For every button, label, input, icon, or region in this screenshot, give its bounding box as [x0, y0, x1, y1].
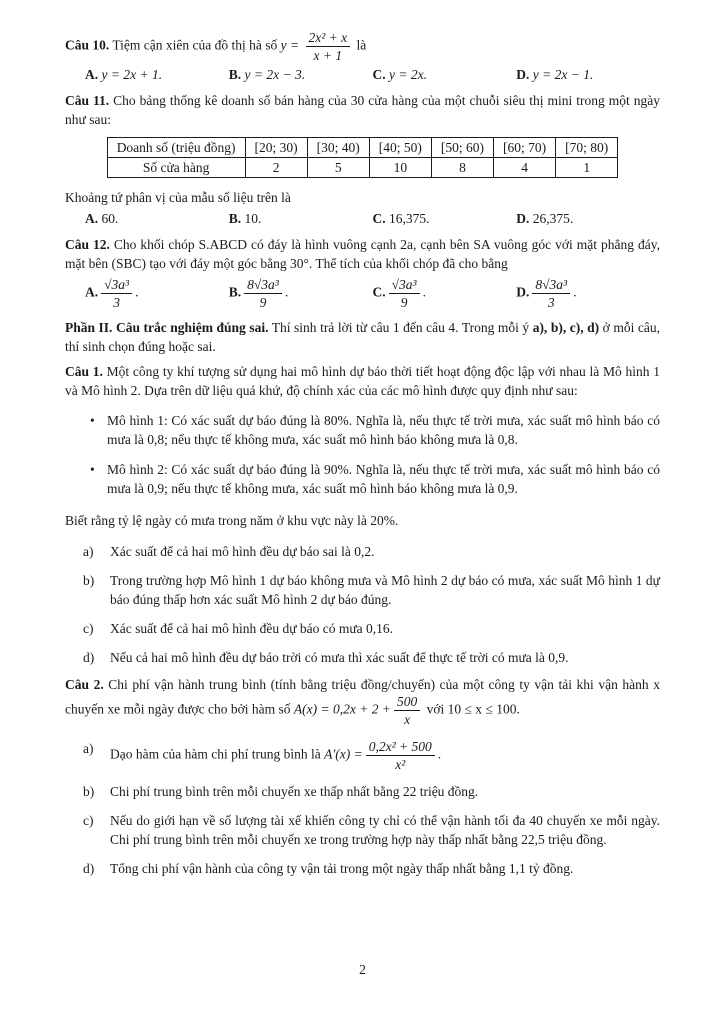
tf-question-1-items: [65, 542, 660, 667]
tf-question-2-intro: Chi phí vận hành trung bình (tính bằng triệu đồng/chuyến) của một công ty vận tải khi vận hành x chuyến xe mỗi ngày được cho bởi hàm số: [65, 677, 660, 717]
cost-formula-fraction: $\frac{500}{x}$: [394, 694, 420, 727]
part-2-intro: Phần II. Câu trắc nghiệm đúng sai. Thí sinh trả lời từ câu 1 đến câu 4. Trong mỗi ý a), b), c), d) ở mỗi câu, thí sinh chọn đúng hoặc sai.: [65, 320, 660, 354]
tf-question-1: [65, 362, 660, 667]
option-d: D. $\frac{\text{8√3a³}}{3}$ .: [516, 277, 577, 310]
tf-question-2-stem: [65, 675, 660, 727]
tf-question-2: [65, 675, 660, 878]
option-c: C. 16,375.: [372, 211, 430, 226]
item-a: a) Xác suất để cả hai mô hình đều dự báo sai là 0,2.: [83, 544, 375, 559]
cost-formula-domain: với 10 ≤ x ≤ 100.: [426, 701, 520, 717]
option-a: A. y = 2x + 1.: [85, 67, 163, 82]
option-d: D. y = 2x − 1.: [516, 67, 594, 82]
table-row: Số cửa hàng 2 5 10 8 4 1: [107, 158, 618, 178]
model-1-bullet: • Mô hình 1: Có xác suất dự báo đúng là 80%. Nghĩa là, nếu thực tế trời mưa, xác suất mô hình báo có mưa là 0,8; nếu thực tế không mưa, xác suất mô hình báo không mưa là 0,8.: [90, 413, 660, 447]
option-c: C. $\frac{\text{√3a³}}{9}$ .: [372, 277, 426, 310]
tf-question-2-label: Câu 2.: [65, 677, 104, 692]
option-b: B. y = 2x − 3.: [228, 67, 306, 82]
tf-question-1-stem: [65, 362, 660, 400]
question-10-math-lead: y =: [280, 37, 300, 53]
question-12-stem: [65, 235, 660, 273]
tf-question-1-text: Một công ty khí tượng sử dụng hai mô hình dự báo thời tiết hoạt động độc lập với nhau là Mô hình 1 và Mô hình 2. Dựa trên dữ liệu quá khứ, độ chính xác của các mô hình được quy định như sau:: [65, 364, 661, 398]
item-b: b) Chi phí trung bình trên mỗi chuyến xe thấp nhất bằng 22 triệu đồng.: [83, 784, 479, 799]
question-11-question: Khoảng tứ phân vị của mẫu số liệu trên là: [65, 190, 291, 205]
item-b: b) Trong trường hợp Mô hình 1 dự báo không mưa và Mô hình 2 dự báo có mưa, xác suất Mô hình 1 dự báo đúng thấp hơn xác suất Mô hình 2 dự báo đúng.: [83, 573, 660, 607]
question-10-label: Câu 10.: [65, 37, 110, 53]
question-11-stem: [65, 91, 660, 129]
question-10: [65, 30, 660, 84]
question-10-options: [65, 65, 660, 84]
bullet-icon: •: [90, 462, 95, 477]
part-2-title: Phần II. Câu trắc nghiệm đúng sai.: [65, 320, 269, 335]
item-d: d) Tổng chi phí vận hành của công ty vận tải trong một ngày thấp nhất bằng 1,1 tỷ đồng.: [83, 861, 574, 876]
table-header-row: Doanh số (triệu đồng) [20; 30) [30; 40) [40; 50) [50; 60) [60; 70) [70; 80): [107, 138, 618, 158]
question-10-fraction: $\frac{\text{2x² + x}}{x + 1}$: [306, 30, 351, 63]
option-a: A. $\frac{\text{√3a³}}{3}$ .: [85, 277, 139, 310]
bullet-icon: •: [90, 413, 95, 428]
model-2-bullet: • Mô hình 2: Có xác suất dự báo đúng là 90%. Nghĩa là, nếu thực tế trời mưa, xác suất mô hình báo có mưa là 0,9; nếu thực tế không mưa, xác suất mô hình báo không mưa là 0,9.: [90, 462, 660, 496]
option-a: A. 60.: [85, 211, 119, 226]
derivative-fraction: $\frac{\text{0,2x² + 500}}{\text{x²}}$: [366, 739, 435, 772]
sales-frequency-table: [107, 137, 619, 178]
question-12: [65, 235, 660, 310]
question-11-label: Câu 11.: [65, 93, 110, 108]
tf-question-2-items: [65, 739, 660, 878]
rain-rate-note: Biết rằng tỷ lệ ngày có mưa trong năm ở khu vực này là 20%.: [65, 513, 399, 528]
exam-page: [65, 30, 660, 884]
question-11: [65, 91, 660, 228]
item-c: c) Nếu do giới hạn về số lượng tài xế khiến công ty chỉ có thể vận hành tối đa 40 chuyến xe mỗi ngày. Chi phí trung bình trên mỗi chuyến xe trong trường hợp này thấp nhất bằng 22,5 triệu đồng.: [83, 813, 660, 847]
tf-question-1-label: Câu 1.: [65, 364, 103, 379]
option-d: D. 26,375.: [516, 211, 574, 226]
option-c-fraction: $\frac{\text{√3a³}}{9}$: [389, 277, 420, 310]
option-a-fraction: $\frac{\text{√3a³}}{3}$: [101, 277, 132, 310]
question-11-text: Cho bảng thống kê doanh số bán hàng của 30 cửa hàng của một chuỗi siêu thị mini trong một ngày như sau:: [65, 93, 661, 127]
question-10-intro: Tiệm cận xiên của đồ thị hà số: [112, 37, 278, 53]
question-12-text: Cho khối chóp S.ABCD có đáy là hình vuông cạnh 2a, cạnh bên SA vuông góc với mặt phẳng đáy, mặt bên (SBC) tạo với đáy một góc bằng 30°. Thể tích của khối chóp đã cho bằng: [65, 237, 661, 271]
question-11-options: [65, 209, 660, 228]
option-b: B. 10.: [228, 211, 262, 226]
item-d: d) Nếu cả hai mô hình đều dự báo trời có mưa thì xác suất để thực tế trời có mưa là 0,9.: [83, 650, 569, 665]
question-10-tail: là: [356, 37, 367, 53]
item-a: a) Dạo hàm của hàm chi phí trung bình là A′(x) = $\frac{\text{0,2x² + 500}}{\text{x²}}$ .: [83, 739, 660, 772]
question-12-options: [65, 277, 660, 310]
cost-formula-lead: A(x) = 0,2x + 2 +: [293, 701, 391, 717]
question-10-stem: [65, 30, 660, 63]
part-2-heading: [65, 318, 660, 356]
option-d-fraction: $\frac{\text{8√3a³}}{3}$: [532, 277, 570, 310]
option-b-fraction: $\frac{\text{8√3a³}}{9}$: [244, 277, 282, 310]
page-number: 2: [359, 962, 366, 977]
item-c: c) Xác suất để cả hai mô hình đều dự báo có mưa 0,16.: [83, 621, 394, 636]
option-b: B. $\frac{\text{8√3a³}}{9}$ .: [228, 277, 289, 310]
option-c: C. y = 2x.: [372, 67, 427, 82]
item-a-text: Dạo hàm của hàm chi phí trung bình là A′(x) = $\frac{\text{0,2x² + 500}}{\text{x²}}$ .: [110, 739, 442, 772]
question-12-label: Câu 12.: [65, 237, 110, 252]
